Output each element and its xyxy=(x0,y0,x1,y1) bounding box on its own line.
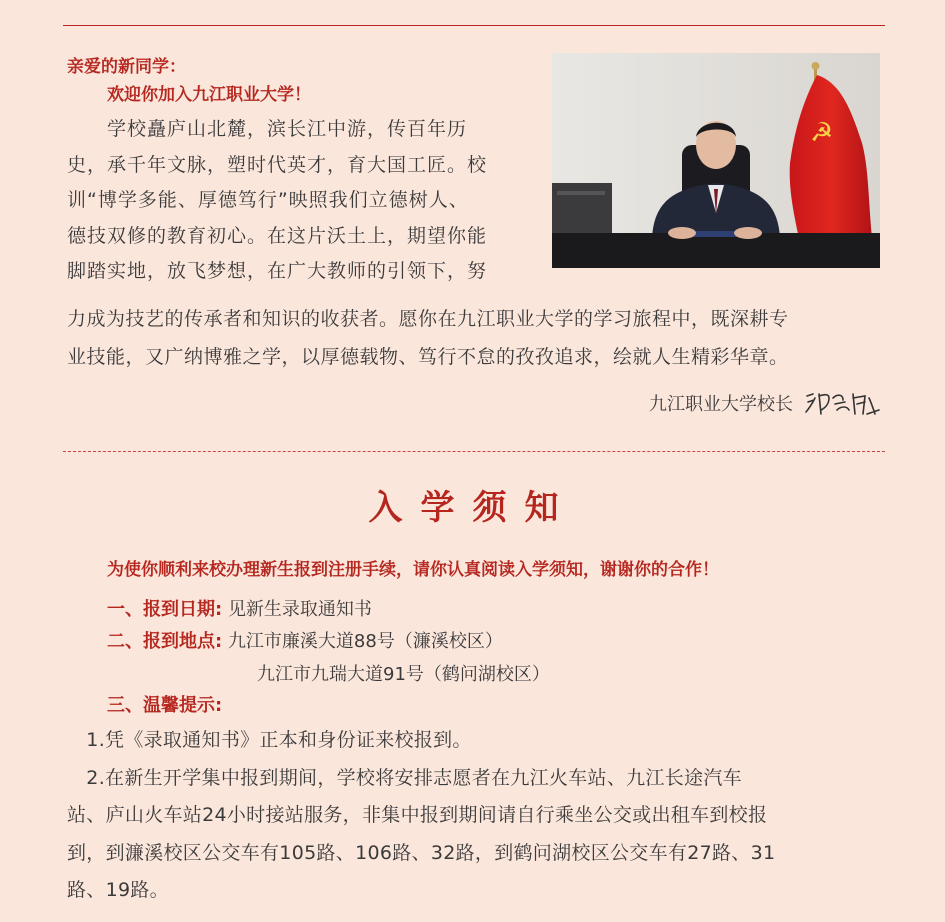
letter-greeting: 亲爱的新同学： xyxy=(67,57,186,77)
registration-place-row-2 xyxy=(257,660,550,686)
letter-welcome: 欢迎你加入九江职业大学！ xyxy=(107,85,311,105)
notice-intro: 为使你顺利来校办理新生报到注册手续，请你认真阅读入学须知，谢谢你的合作！ xyxy=(107,560,719,580)
tips-body xyxy=(67,722,887,910)
tip-line: 路、19路。 xyxy=(67,879,169,901)
letter-line: 力成为技艺的传承者和知识的收获者。愿你在九江职业大学的学习旅程中，既深耕专 xyxy=(67,308,789,330)
tip-line: 到，到濂溪校区公交车有105路、106路、32路，到鹤问湖校区公交车有27路、31 xyxy=(67,841,776,864)
place-value-1: 九江市廉溪大道88号（濂溪校区） xyxy=(227,631,503,652)
letter-line: 史，承千年文脉，塑时代英才，育大国工匠。校 xyxy=(67,153,488,176)
handwritten-signature-icon xyxy=(803,388,883,418)
place-label: 二、报到地点: xyxy=(107,631,223,652)
notice-title: 入学须知 xyxy=(368,488,577,528)
section-divider xyxy=(63,451,885,452)
svg-text:☭: ☭ xyxy=(810,118,834,148)
tip-line: 站、庐山火车站24小时接站服务，非集中报到期间请自行乘坐公交或出租车到校报 xyxy=(67,804,768,826)
letter-line: 训“博学多能、厚德笃行”映照我们立德树人、 xyxy=(67,189,469,211)
letter-line: 德技双修的教育初心。在这片沃土上，期望你能 xyxy=(67,224,488,247)
date-value: 见新生录取通知书 xyxy=(227,599,372,620)
tips-label: 三、温馨提示: xyxy=(107,695,223,716)
top-divider xyxy=(63,25,885,26)
letter-paragraph-full xyxy=(67,300,887,376)
letter-line: 脚踏实地，放飞梦想，在广大教师的引领下，努 xyxy=(67,260,488,282)
tip-line: 2.在新生开学集中报到期间，学校将安排志愿者在九江火车站、九江长途汽车 xyxy=(67,766,742,789)
tip-line: 1.凭《录取通知书》正本和身份证来校报到。 xyxy=(67,729,472,751)
date-label: 一、报到日期: xyxy=(107,599,223,620)
letter-line: 学校矗庐山北麓，滨长江中游，传百年历 xyxy=(67,118,468,140)
place-value-2: 九江市九瑞大道91号（鹤问湖校区） xyxy=(257,664,550,685)
letter-paragraph-wrapped xyxy=(67,112,537,290)
president-portrait-photo-icon xyxy=(552,53,880,268)
letter-line: 业技能，又广纳博雅之学，以厚德载物、笃行不怠的孜孜追求，绘就人生精彩华章。 xyxy=(67,346,789,368)
signature-title: 九江职业大学校长 xyxy=(649,394,793,415)
president-photo xyxy=(552,53,880,268)
letter-signature xyxy=(649,388,883,418)
registration-date-row xyxy=(107,595,372,621)
registration-place-row xyxy=(107,627,503,653)
tips-heading-row xyxy=(107,691,222,717)
